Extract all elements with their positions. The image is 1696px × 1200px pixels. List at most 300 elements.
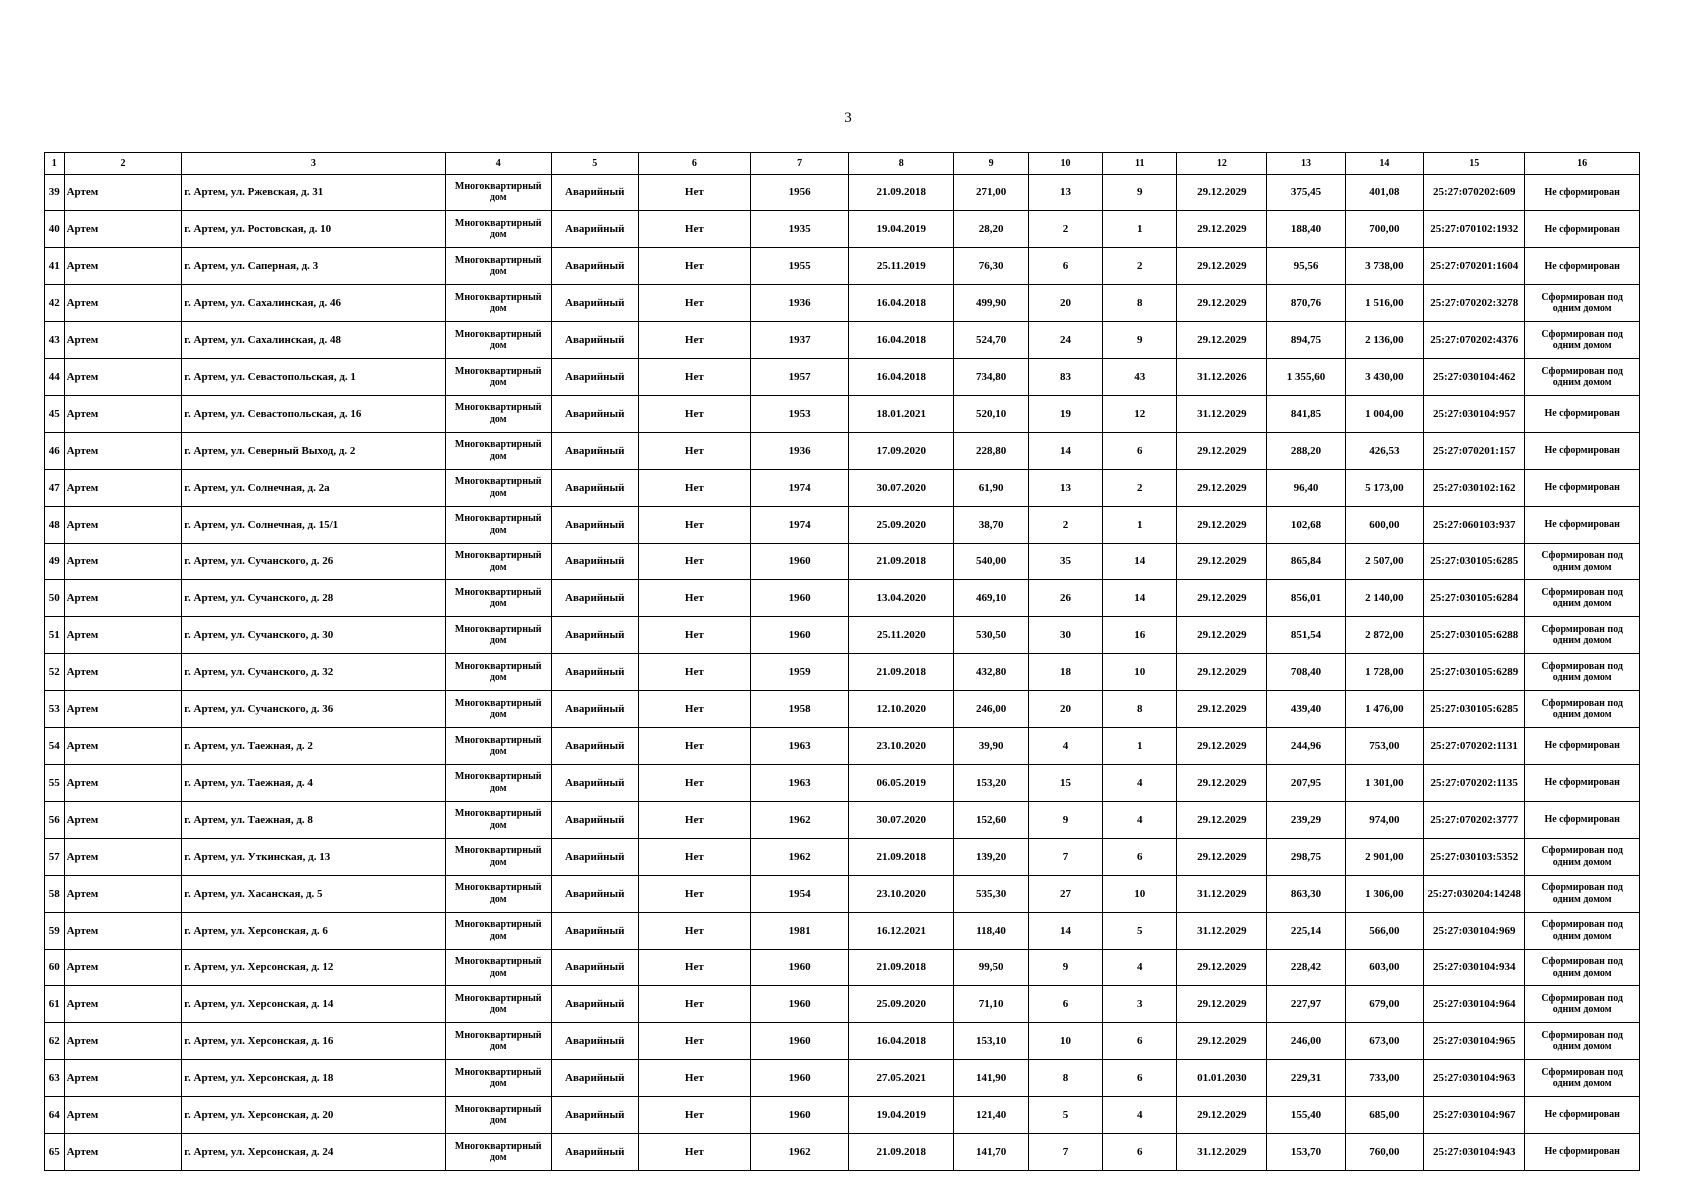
land-area-cell: 1 516,00	[1345, 285, 1423, 322]
apartments-cell: 5	[1103, 912, 1177, 949]
row-number-cell: 50	[45, 580, 65, 617]
condition-cell: Аварийный	[551, 543, 638, 580]
row-number-cell: 63	[45, 1060, 65, 1097]
resettlement-date-cell: 29.12.2029	[1177, 506, 1267, 543]
cultural-heritage-cell: Нет	[638, 395, 751, 432]
cadastral-number-cell: 25:27:030105:6285	[1424, 691, 1525, 728]
recognition-date-cell: 19.04.2019	[849, 1097, 954, 1134]
resettlement-date-cell: 29.12.2029	[1177, 691, 1267, 728]
resettlement-date-cell: 29.12.2029	[1177, 801, 1267, 838]
land-status-cell: Не сформирован	[1525, 801, 1640, 838]
land-area-cell: 760,00	[1345, 1134, 1423, 1171]
resettlement-date-cell: 29.12.2029	[1177, 949, 1267, 986]
recognition-date-cell: 12.10.2020	[849, 691, 954, 728]
recognition-date-cell: 27.05.2021	[849, 1060, 954, 1097]
condition-cell: Аварийный	[551, 174, 638, 211]
row-number-cell: 56	[45, 801, 65, 838]
area-cell: 28,20	[954, 211, 1028, 248]
row-number-cell: 48	[45, 506, 65, 543]
total-area-cell: 708,40	[1267, 654, 1345, 691]
cadastral-number-cell: 25:27:060103:937	[1424, 506, 1525, 543]
total-area-cell: 856,01	[1267, 580, 1345, 617]
address-cell: г. Артем, ул. Солнечная, д. 15/1	[182, 506, 445, 543]
table-row	[45, 580, 1640, 617]
land-status-cell: Не сформирован	[1525, 1097, 1640, 1134]
build-year-cell: 1963	[751, 765, 849, 802]
municipality-cell: Артем	[64, 1134, 182, 1171]
build-year-cell: 1958	[751, 691, 849, 728]
municipality-cell: Артем	[64, 617, 182, 654]
cultural-heritage-cell: Нет	[638, 1023, 751, 1060]
table-row	[45, 838, 1640, 875]
land-area-cell: 1 301,00	[1345, 765, 1423, 802]
residents-cell: 27	[1028, 875, 1102, 912]
column-header: 9	[954, 153, 1028, 175]
build-year-cell: 1935	[751, 211, 849, 248]
total-area-cell: 870,76	[1267, 285, 1345, 322]
residents-cell: 20	[1028, 285, 1102, 322]
building-type-cell: Многоквартирный дом	[445, 691, 551, 728]
condition-cell: Аварийный	[551, 986, 638, 1023]
land-area-cell: 566,00	[1345, 912, 1423, 949]
table-row	[45, 1134, 1640, 1171]
land-area-cell: 401,08	[1345, 174, 1423, 211]
column-header: 11	[1103, 153, 1177, 175]
table-row	[45, 654, 1640, 691]
cultural-heritage-cell: Нет	[638, 211, 751, 248]
table-row	[45, 875, 1640, 912]
apartments-cell: 6	[1103, 1023, 1177, 1060]
municipality-cell: Артем	[64, 506, 182, 543]
table-row	[45, 543, 1640, 580]
building-type-cell: Многоквартирный дом	[445, 580, 551, 617]
residents-cell: 13	[1028, 469, 1102, 506]
total-area-cell: 207,95	[1267, 765, 1345, 802]
municipality-cell: Артем	[64, 469, 182, 506]
residents-cell: 2	[1028, 506, 1102, 543]
area-cell: 535,30	[954, 875, 1028, 912]
apartments-cell: 1	[1103, 211, 1177, 248]
area-cell: 469,10	[954, 580, 1028, 617]
residents-cell: 7	[1028, 838, 1102, 875]
total-area-cell: 239,29	[1267, 801, 1345, 838]
residents-cell: 19	[1028, 395, 1102, 432]
column-header: 1	[45, 153, 65, 175]
build-year-cell: 1962	[751, 1134, 849, 1171]
residents-cell: 7	[1028, 1134, 1102, 1171]
apartments-cell: 43	[1103, 359, 1177, 396]
cadastral-number-cell: 25:27:030105:6284	[1424, 580, 1525, 617]
land-status-cell: Сформирован под одним домом	[1525, 838, 1640, 875]
area-cell: 271,00	[954, 174, 1028, 211]
cultural-heritage-cell: Нет	[638, 285, 751, 322]
address-cell: г. Артем, ул. Сучанского, д. 30	[182, 617, 445, 654]
cultural-heritage-cell: Нет	[638, 728, 751, 765]
area-cell: 141,70	[954, 1134, 1028, 1171]
land-area-cell: 673,00	[1345, 1023, 1423, 1060]
column-header: 6	[638, 153, 751, 175]
cultural-heritage-cell: Нет	[638, 912, 751, 949]
area-cell: 432,80	[954, 654, 1028, 691]
condition-cell: Аварийный	[551, 765, 638, 802]
area-cell: 228,80	[954, 432, 1028, 469]
municipality-cell: Артем	[64, 838, 182, 875]
building-type-cell: Многоквартирный дом	[445, 359, 551, 396]
resettlement-date-cell: 29.12.2029	[1177, 469, 1267, 506]
total-area-cell: 288,20	[1267, 432, 1345, 469]
municipality-cell: Артем	[64, 543, 182, 580]
resettlement-date-cell: 29.12.2029	[1177, 765, 1267, 802]
cultural-heritage-cell: Нет	[638, 506, 751, 543]
total-area-cell: 851,54	[1267, 617, 1345, 654]
building-type-cell: Многоквартирный дом	[445, 211, 551, 248]
recognition-date-cell: 16.04.2018	[849, 285, 954, 322]
building-type-cell: Многоквартирный дом	[445, 285, 551, 322]
land-status-cell: Сформирован под одним домом	[1525, 1023, 1640, 1060]
building-type-cell: Многоквартирный дом	[445, 1023, 551, 1060]
row-number-cell: 64	[45, 1097, 65, 1134]
cadastral-number-cell: 25:27:030104:967	[1424, 1097, 1525, 1134]
condition-cell: Аварийный	[551, 395, 638, 432]
build-year-cell: 1962	[751, 838, 849, 875]
land-status-cell: Сформирован под одним домом	[1525, 912, 1640, 949]
building-type-cell: Многоквартирный дом	[445, 1060, 551, 1097]
condition-cell: Аварийный	[551, 654, 638, 691]
condition-cell: Аварийный	[551, 506, 638, 543]
land-area-cell: 5 173,00	[1345, 469, 1423, 506]
address-cell: г. Артем, ул. Севастопольская, д. 1	[182, 359, 445, 396]
condition-cell: Аварийный	[551, 285, 638, 322]
cadastral-number-cell: 25:27:070202:3278	[1424, 285, 1525, 322]
condition-cell: Аварийный	[551, 359, 638, 396]
column-header: 10	[1028, 153, 1102, 175]
total-area-cell: 863,30	[1267, 875, 1345, 912]
land-status-cell: Сформирован под одним домом	[1525, 875, 1640, 912]
cadastral-number-cell: 25:27:030104:957	[1424, 395, 1525, 432]
recognition-date-cell: 19.04.2019	[849, 211, 954, 248]
building-type-cell: Многоквартирный дом	[445, 1134, 551, 1171]
row-number-cell: 54	[45, 728, 65, 765]
area-cell: 76,30	[954, 248, 1028, 285]
land-status-cell: Не сформирован	[1525, 174, 1640, 211]
row-number-cell: 57	[45, 838, 65, 875]
address-cell: г. Артем, ул. Таежная, д. 8	[182, 801, 445, 838]
row-number-cell: 41	[45, 248, 65, 285]
resettlement-date-cell: 31.12.2029	[1177, 395, 1267, 432]
build-year-cell: 1953	[751, 395, 849, 432]
cultural-heritage-cell: Нет	[638, 801, 751, 838]
address-cell: г. Артем, ул. Херсонская, д. 24	[182, 1134, 445, 1171]
cultural-heritage-cell: Нет	[638, 838, 751, 875]
resettlement-date-cell: 29.12.2029	[1177, 248, 1267, 285]
area-cell: 540,00	[954, 543, 1028, 580]
total-area-cell: 228,42	[1267, 949, 1345, 986]
total-area-cell: 102,68	[1267, 506, 1345, 543]
build-year-cell: 1960	[751, 1023, 849, 1060]
recognition-date-cell: 30.07.2020	[849, 469, 954, 506]
apartments-cell: 6	[1103, 1134, 1177, 1171]
apartments-cell: 1	[1103, 506, 1177, 543]
address-cell: г. Артем, ул. Херсонская, д. 12	[182, 949, 445, 986]
build-year-cell: 1960	[751, 580, 849, 617]
recognition-date-cell: 23.10.2020	[849, 728, 954, 765]
row-number-cell: 65	[45, 1134, 65, 1171]
building-type-cell: Многоквартирный дом	[445, 617, 551, 654]
row-number-cell: 53	[45, 691, 65, 728]
municipality-cell: Артем	[64, 1060, 182, 1097]
land-status-cell: Не сформирован	[1525, 469, 1640, 506]
land-area-cell: 3 430,00	[1345, 359, 1423, 396]
cultural-heritage-cell: Нет	[638, 617, 751, 654]
land-area-cell: 2 872,00	[1345, 617, 1423, 654]
residents-cell: 83	[1028, 359, 1102, 396]
table-row	[45, 506, 1640, 543]
land-area-cell: 1 004,00	[1345, 395, 1423, 432]
land-area-cell: 3 738,00	[1345, 248, 1423, 285]
build-year-cell: 1959	[751, 654, 849, 691]
row-number-cell: 42	[45, 285, 65, 322]
cultural-heritage-cell: Нет	[638, 1134, 751, 1171]
row-number-cell: 51	[45, 617, 65, 654]
municipality-cell: Артем	[64, 248, 182, 285]
address-cell: г. Артем, ул. Херсонская, д. 18	[182, 1060, 445, 1097]
resettlement-date-cell: 29.12.2029	[1177, 838, 1267, 875]
address-cell: г. Артем, ул. Херсонская, д. 6	[182, 912, 445, 949]
recognition-date-cell: 21.09.2018	[849, 1134, 954, 1171]
condition-cell: Аварийный	[551, 580, 638, 617]
cultural-heritage-cell: Нет	[638, 1097, 751, 1134]
row-number-cell: 47	[45, 469, 65, 506]
residents-cell: 14	[1028, 432, 1102, 469]
land-area-cell: 2 136,00	[1345, 322, 1423, 359]
address-cell: г. Артем, ул. Саперная, д. 3	[182, 248, 445, 285]
total-area-cell: 298,75	[1267, 838, 1345, 875]
resettlement-date-cell: 29.12.2029	[1177, 617, 1267, 654]
table-row	[45, 691, 1640, 728]
address-cell: г. Артем, ул. Херсонская, д. 14	[182, 986, 445, 1023]
building-type-cell: Многоквартирный дом	[445, 986, 551, 1023]
municipality-cell: Артем	[64, 174, 182, 211]
area-cell: 38,70	[954, 506, 1028, 543]
column-header: 12	[1177, 153, 1267, 175]
building-type-cell: Многоквартирный дом	[445, 765, 551, 802]
area-cell: 152,60	[954, 801, 1028, 838]
table-row	[45, 986, 1640, 1023]
resettlement-date-cell: 29.12.2029	[1177, 322, 1267, 359]
apartments-cell: 6	[1103, 838, 1177, 875]
cultural-heritage-cell: Нет	[638, 986, 751, 1023]
apartments-cell: 1	[1103, 728, 1177, 765]
resettlement-date-cell: 01.01.2030	[1177, 1060, 1267, 1097]
land-status-cell: Сформирован под одним домом	[1525, 580, 1640, 617]
municipality-cell: Артем	[64, 359, 182, 396]
table-row	[45, 359, 1640, 396]
building-type-cell: Многоквартирный дом	[445, 949, 551, 986]
total-area-cell: 188,40	[1267, 211, 1345, 248]
row-number-cell: 46	[45, 432, 65, 469]
residents-cell: 35	[1028, 543, 1102, 580]
total-area-cell: 246,00	[1267, 1023, 1345, 1060]
residents-cell: 13	[1028, 174, 1102, 211]
row-number-cell: 40	[45, 211, 65, 248]
resettlement-date-cell: 31.12.2026	[1177, 359, 1267, 396]
municipality-cell: Артем	[64, 580, 182, 617]
column-header: 8	[849, 153, 954, 175]
area-cell: 734,80	[954, 359, 1028, 396]
cultural-heritage-cell: Нет	[638, 875, 751, 912]
address-cell: г. Артем, ул. Таежная, д. 4	[182, 765, 445, 802]
row-number-cell: 58	[45, 875, 65, 912]
municipality-cell: Артем	[64, 322, 182, 359]
build-year-cell: 1963	[751, 728, 849, 765]
building-type-cell: Многоквартирный дом	[445, 506, 551, 543]
resettlement-date-cell: 31.12.2029	[1177, 912, 1267, 949]
column-header: 4	[445, 153, 551, 175]
recognition-date-cell: 21.09.2018	[849, 949, 954, 986]
land-area-cell: 1 728,00	[1345, 654, 1423, 691]
build-year-cell: 1954	[751, 875, 849, 912]
total-area-cell: 225,14	[1267, 912, 1345, 949]
table-row	[45, 912, 1640, 949]
build-year-cell: 1960	[751, 1097, 849, 1134]
municipality-cell: Артем	[64, 801, 182, 838]
build-year-cell: 1960	[751, 617, 849, 654]
municipality-cell: Артем	[64, 395, 182, 432]
apartments-cell: 14	[1103, 543, 1177, 580]
area-cell: 71,10	[954, 986, 1028, 1023]
condition-cell: Аварийный	[551, 469, 638, 506]
apartments-cell: 6	[1103, 432, 1177, 469]
table-row	[45, 728, 1640, 765]
address-cell: г. Артем, ул. Уткинская, д. 13	[182, 838, 445, 875]
land-status-cell: Сформирован под одним домом	[1525, 543, 1640, 580]
building-type-cell: Многоквартирный дом	[445, 395, 551, 432]
land-status-cell: Не сформирован	[1525, 211, 1640, 248]
resettlement-date-cell: 31.12.2029	[1177, 1134, 1267, 1171]
apartments-cell: 4	[1103, 801, 1177, 838]
apartments-cell: 4	[1103, 1097, 1177, 1134]
residents-cell: 18	[1028, 654, 1102, 691]
recognition-date-cell: 21.09.2018	[849, 174, 954, 211]
apartments-cell: 12	[1103, 395, 1177, 432]
address-cell: г. Артем, ул. Хасанская, д. 5	[182, 875, 445, 912]
total-area-cell: 439,40	[1267, 691, 1345, 728]
cadastral-number-cell: 25:27:030103:5352	[1424, 838, 1525, 875]
building-type-cell: Многоквартирный дом	[445, 838, 551, 875]
cadastral-number-cell: 25:27:030102:162	[1424, 469, 1525, 506]
land-area-cell: 753,00	[1345, 728, 1423, 765]
column-header: 13	[1267, 153, 1345, 175]
column-header: 5	[551, 153, 638, 175]
resettlement-date-cell: 29.12.2029	[1177, 580, 1267, 617]
recognition-date-cell: 16.12.2021	[849, 912, 954, 949]
building-type-cell: Многоквартирный дом	[445, 728, 551, 765]
land-status-cell: Сформирован под одним домом	[1525, 359, 1640, 396]
building-type-cell: Многоквартирный дом	[445, 432, 551, 469]
build-year-cell: 1974	[751, 506, 849, 543]
land-status-cell: Сформирован под одним домом	[1525, 949, 1640, 986]
recognition-date-cell: 21.09.2018	[849, 654, 954, 691]
table-row	[45, 1023, 1640, 1060]
cadastral-number-cell: 25:27:030104:462	[1424, 359, 1525, 396]
cultural-heritage-cell: Нет	[638, 322, 751, 359]
column-header: 15	[1424, 153, 1525, 175]
address-cell: г. Артем, ул. Херсонская, д. 20	[182, 1097, 445, 1134]
build-year-cell: 1960	[751, 543, 849, 580]
residents-cell: 14	[1028, 912, 1102, 949]
building-type-cell: Многоквартирный дом	[445, 543, 551, 580]
apartments-cell: 10	[1103, 654, 1177, 691]
total-area-cell: 153,70	[1267, 1134, 1345, 1171]
resettlement-date-cell: 29.12.2029	[1177, 1023, 1267, 1060]
area-cell: 153,10	[954, 1023, 1028, 1060]
table-row	[45, 765, 1640, 802]
land-status-cell: Сформирован под одним домом	[1525, 1060, 1640, 1097]
row-number-cell: 49	[45, 543, 65, 580]
area-cell: 121,40	[954, 1097, 1028, 1134]
building-type-cell: Многоквартирный дом	[445, 469, 551, 506]
apartments-cell: 6	[1103, 1060, 1177, 1097]
area-cell: 524,70	[954, 322, 1028, 359]
land-area-cell: 1 306,00	[1345, 875, 1423, 912]
municipality-cell: Артем	[64, 765, 182, 802]
recognition-date-cell: 16.04.2018	[849, 1023, 954, 1060]
build-year-cell: 1960	[751, 1060, 849, 1097]
residents-cell: 5	[1028, 1097, 1102, 1134]
total-area-cell: 841,85	[1267, 395, 1345, 432]
residents-cell: 30	[1028, 617, 1102, 654]
land-area-cell: 679,00	[1345, 986, 1423, 1023]
land-area-cell: 733,00	[1345, 1060, 1423, 1097]
row-number-cell: 45	[45, 395, 65, 432]
resettlement-date-cell: 31.12.2029	[1177, 875, 1267, 912]
area-cell: 530,50	[954, 617, 1028, 654]
table-row	[45, 801, 1640, 838]
row-number-cell: 60	[45, 949, 65, 986]
resettlement-date-cell: 29.12.2029	[1177, 211, 1267, 248]
table-row	[45, 617, 1640, 654]
cadastral-number-cell: 25:27:030204:14248	[1424, 875, 1525, 912]
recognition-date-cell: 21.09.2018	[849, 838, 954, 875]
apartments-cell: 10	[1103, 875, 1177, 912]
column-header: 16	[1525, 153, 1640, 175]
recognition-date-cell: 21.09.2018	[849, 543, 954, 580]
recognition-date-cell: 13.04.2020	[849, 580, 954, 617]
area-cell: 139,20	[954, 838, 1028, 875]
municipality-cell: Артем	[64, 986, 182, 1023]
building-type-cell: Многоквартирный дом	[445, 875, 551, 912]
building-type-cell: Многоквартирный дом	[445, 801, 551, 838]
municipality-cell: Артем	[64, 1023, 182, 1060]
residents-cell: 8	[1028, 1060, 1102, 1097]
cadastral-number-cell: 25:27:070202:609	[1424, 174, 1525, 211]
cadastral-number-cell: 25:27:030104:969	[1424, 912, 1525, 949]
condition-cell: Аварийный	[551, 1060, 638, 1097]
apartments-cell: 16	[1103, 617, 1177, 654]
residents-cell: 24	[1028, 322, 1102, 359]
build-year-cell: 1955	[751, 248, 849, 285]
municipality-cell: Артем	[64, 912, 182, 949]
cultural-heritage-cell: Нет	[638, 174, 751, 211]
condition-cell: Аварийный	[551, 801, 638, 838]
address-cell: г. Артем, ул. Ростовская, д. 10	[182, 211, 445, 248]
column-number-row	[45, 153, 1640, 175]
residents-cell: 20	[1028, 691, 1102, 728]
cadastral-number-cell: 25:27:070201:157	[1424, 432, 1525, 469]
build-year-cell: 1936	[751, 432, 849, 469]
area-cell: 39,90	[954, 728, 1028, 765]
cultural-heritage-cell: Нет	[638, 248, 751, 285]
